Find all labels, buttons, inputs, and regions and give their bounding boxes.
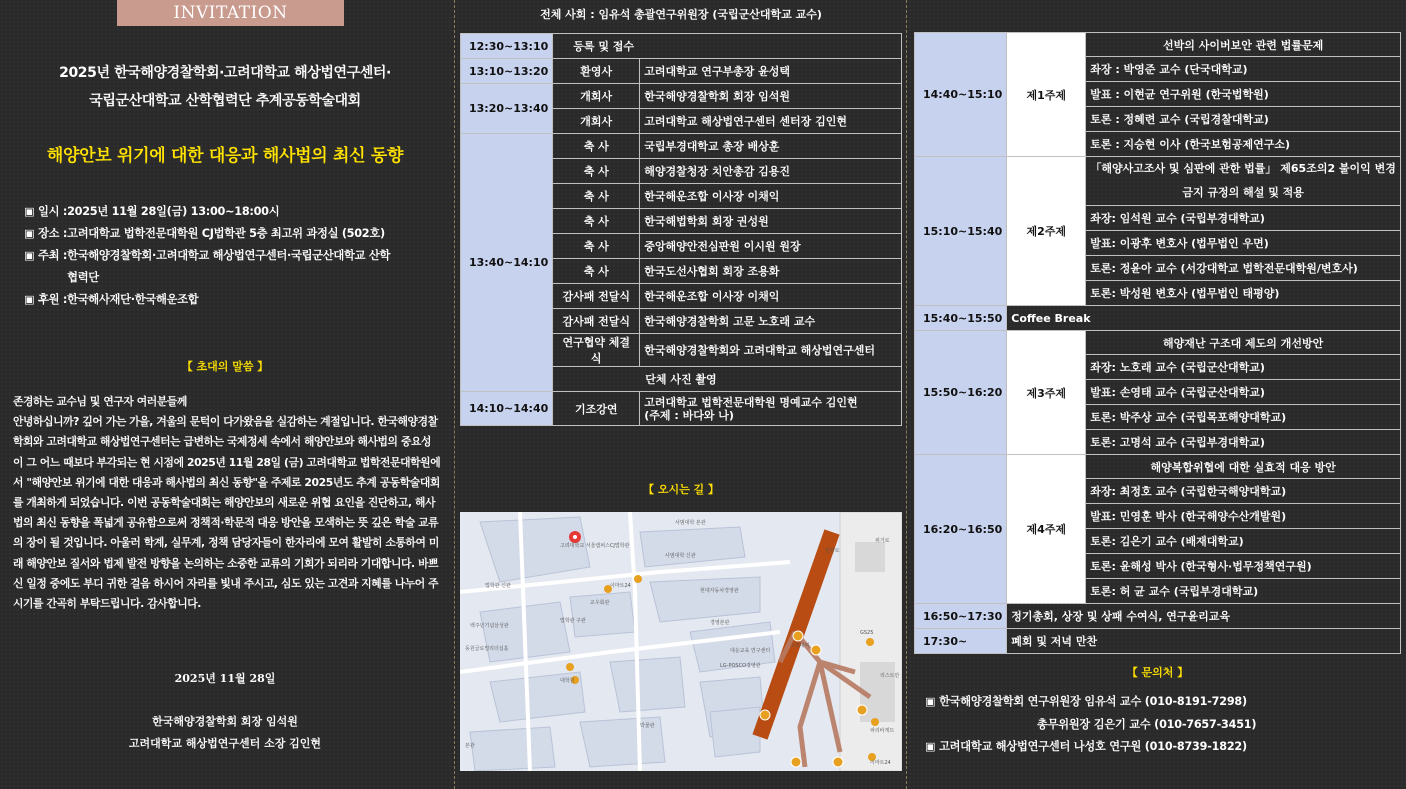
role-cell: 축 사	[553, 159, 640, 184]
map-label: 동원글로벌리더십홀	[465, 646, 509, 652]
role-cell: 개회사	[553, 84, 640, 109]
host-line: 전체 사회 : 임유석 총괄연구위원장 (국립군산대학교 교수)	[540, 8, 822, 21]
detail-cell	[640, 209, 902, 234]
program-row	[461, 392, 902, 426]
program-row	[461, 134, 902, 159]
bullet-icon: ▣	[24, 293, 35, 306]
info-value: 한국해사재단·한국해운조합	[67, 293, 199, 306]
detail-cell	[640, 392, 902, 426]
map-drawing	[460, 512, 902, 771]
divider-right	[906, 0, 907, 789]
greeting-heading: 【 초대의 말씀 】	[181, 360, 269, 373]
invitation-banner: INVITATION	[117, 0, 344, 26]
session-time: 16:20~16:50	[915, 455, 1007, 604]
info-value: 2025년 11월 28일(금) 13:00~18:00시	[67, 205, 280, 218]
map-label: 고려대역	[790, 643, 810, 649]
role-cell: 연구협약 체결식	[553, 334, 640, 367]
time-cell: 13:10~13:20	[461, 59, 553, 84]
session-row	[915, 455, 1401, 479]
signature-director: 고려대학교 해상법연구센터 소장 김인현	[128, 737, 322, 750]
coffee-label: Coffee Break	[1007, 306, 1401, 331]
info-value: 한국해양경찰학회·고려대학교 해상법연구센터·국립군산대학교 산학협력단	[67, 249, 391, 284]
map-label: 이마트24	[610, 583, 631, 589]
session-title: 선박의 사이버보안 관련 법률문제	[1086, 33, 1401, 57]
map-label: 파리바게뜨	[870, 728, 895, 734]
closing-time: 17:30~	[915, 629, 1007, 654]
session-name: 제1주제	[1007, 33, 1086, 157]
session-line: 좌장 : 박영준 교수 (단국대학교)	[1086, 57, 1401, 82]
detail-cell	[640, 59, 902, 84]
detail-text: 한국해양경찰학회 회장 임석원	[644, 89, 791, 103]
detail-cell	[640, 134, 902, 159]
detail-cell	[640, 159, 902, 184]
session-line: 좌장: 노호래 교수 (국립군산대학교)	[1086, 355, 1401, 380]
session-name: 제4주제	[1007, 455, 1086, 604]
info-item	[24, 201, 397, 223]
program-table-part1	[460, 33, 902, 426]
map-label: LG-POSCO경영관	[720, 663, 761, 669]
detail-text: 한국해운조합 이사장 이채익	[644, 189, 780, 203]
session-time: 15:50~16:20	[915, 331, 1007, 455]
detail-text: 한국해양경찰학회와 고려대학교 해상법연구센터	[644, 343, 876, 357]
closing-row	[915, 604, 1401, 629]
role-cell: 축 사	[553, 209, 640, 234]
map-label: 고려대학교 서울캠퍼스CJ법학관	[560, 543, 630, 549]
contacts	[925, 691, 1256, 759]
detail-cell	[640, 84, 902, 109]
contact-heading: 【 문의처 】	[1126, 666, 1189, 679]
detail-text: 국립부경대학교 총장 배상훈	[644, 139, 780, 153]
session-line: 발표 : 이현균 연구위원 (한국법학원)	[1086, 82, 1401, 107]
detail-text: 한국해법학회 회장 권성원	[644, 214, 769, 228]
session-title: 해양복합위협에 대한 실효적 대응 방안	[1086, 455, 1401, 479]
program-row	[461, 34, 902, 59]
session-line: 토론 : 정혜련 교수 (국립경찰대학교)	[1086, 107, 1401, 132]
detail-cell	[640, 109, 902, 134]
detail-cell	[640, 259, 902, 284]
role-cell: 축 사	[553, 134, 640, 159]
map-label: 사범대학 신관	[665, 553, 696, 559]
conference-title-line1: 2025년 한국해양경찰학회·고려대학교 해상법연구센터·	[59, 65, 391, 81]
program-item: 등록 및 접수	[553, 34, 902, 59]
contact-3: ▣ 고려대학교 해상법연구센터 나성호 연구원 (010-8739-1822)	[925, 740, 1247, 753]
session-line: 발표: 손영태 교수 (국립군산대학교)	[1086, 380, 1401, 405]
letter-body: 안녕하십니까? 깊어 가는 가을, 겨울의 문턱이 다가왔음을 실감하는 계절입니다. 한국해양경찰학회와 고려대학교 해상법연구센터는 급변하는 국제정세 속에서 해양안보와 해사법의 중요성이 그 어느 때보다 부각되는 현 시점에 2025년 11월 28일 (금) 고려대학교 법학전문대학원에서 "해양안보 위기에 대한 대응과 해사법의 최신 동향"을 주제로 2025년도 추계 공동학술대회를 개최하게 되었습니다. 이번 공동학술대회는 해양안보의 새로운 위협 요인을 진단하고, 해사법의 최신 동향을 폭넓게 공유함으로써 정책적·학문적 대응 방안을 모색하는 뜻 깊은 학술 교류의 장이 될 것입니다. 아울러 학계, 실무계, 정책 담당자들이 한자리에 모여 활발히 소통하여 미래 해양안보 질서와 법제 발전 방향을 논의하는 소중한 교류의 기회가 되리라 기대합니다. 바쁘신 일정 중에도 부디 귀한 걸음 하시어 자리를 빛내 주시고, 심도 있는 고견과 지혜를 나누어 주시기를 간곡히 부탁드립니다. 감사합니다.	[13, 415, 441, 611]
info-value: 고려대학교 법학전문대학원 CJ법학관 5층 최고위 과정실 (502호)	[67, 227, 385, 240]
program-row	[461, 84, 902, 109]
map-label: 법학관 구관	[560, 618, 586, 624]
time-cell: 12:30~13:10	[461, 34, 553, 59]
contact-2: 총무위원장 김은기 교수 (010-7657-3451)	[1037, 717, 1257, 731]
bullet-icon: ▣	[24, 249, 35, 262]
session-time: 14:40~15:10	[915, 33, 1007, 157]
conference-subject: 해양안보 위기에 대한 대응과 해사법의 최신 동향	[46, 146, 404, 166]
detail-text: 고려대학교 연구부총장 윤성택	[644, 64, 791, 78]
time-cell: 13:40~14:10	[461, 134, 553, 392]
map-label: 백주년기념삼성관	[470, 623, 509, 629]
coffee-row	[915, 306, 1401, 331]
detail-text: 고려대학교 법학전문대학원 명예교수 김인현	[644, 395, 858, 409]
session-line: 토론: 박주상 교수 (국립목포해양대학교)	[1086, 405, 1401, 430]
session-line: 토론: 고명석 교수 (국립부경대학교)	[1086, 430, 1401, 455]
info-item	[24, 245, 397, 289]
map-label: 교우회관	[590, 600, 610, 606]
detail-text: 한국도선사협회 회장 조용화	[644, 264, 780, 278]
closing-row	[915, 629, 1401, 654]
role-cell: 개회사	[553, 109, 640, 134]
time-cell: 14:10~14:40	[461, 392, 553, 426]
map-label: 본관	[465, 743, 475, 749]
letter-date: 2025년 11월 28일	[174, 672, 276, 685]
map-label: 이마트24	[870, 760, 891, 766]
letter-salutation: 존경하는 교수님 및 연구자 여러분들께	[13, 395, 187, 408]
conference-title-line2: 국립군산대학교 산학협력단 추계공동학술대회	[89, 93, 361, 109]
info-label: 장소 :	[38, 227, 68, 240]
map-label: 현대자동차경영관	[700, 588, 739, 594]
map-label: 경영본관	[710, 620, 730, 626]
coffee-time: 15:40~15:50	[915, 306, 1007, 331]
role-cell: 축 사	[553, 259, 640, 284]
session-row	[915, 157, 1401, 206]
session-line: 좌장: 최정호 교수 (국립한국해양대학교)	[1086, 479, 1401, 504]
map-label: 법학관 신관	[485, 583, 511, 589]
info-label: 주최 :	[38, 249, 68, 262]
closing-label: 폐회 및 저녁 만찬	[1007, 629, 1401, 654]
map-label: 위기로	[875, 538, 890, 544]
session-line: 토론: 정윤아 교수 (서강대학교 법학전문대학원/변호사)	[1086, 256, 1401, 281]
info-item	[24, 289, 397, 311]
bullet-icon: ▣	[24, 227, 35, 240]
map-label: GS25	[860, 630, 874, 636]
role-cell: 기조강연	[553, 392, 640, 426]
session-name: 제2주제	[1007, 157, 1086, 306]
detail-cell	[640, 309, 902, 334]
session-row	[915, 33, 1401, 57]
signature-president: 한국해양경찰학회 회장 임석원	[152, 715, 298, 728]
info-label: 일시 :	[38, 205, 68, 218]
detail-cell	[640, 184, 902, 209]
info-item	[24, 223, 397, 245]
map-label: 리스트만	[880, 673, 900, 679]
session-line: 좌장: 임석원 교수 (국립부경대학교)	[1086, 206, 1401, 231]
detail-text: 해양경찰청장 치안총감 김용진	[644, 164, 791, 178]
program-row	[461, 59, 902, 84]
campus-map[interactable]	[460, 512, 902, 771]
session-line: 발표: 민영훈 박사 (한국해양수산개발원)	[1086, 504, 1401, 529]
session-time: 15:10~15:40	[915, 157, 1007, 306]
session-row	[915, 331, 1401, 355]
role-cell: 환영사	[553, 59, 640, 84]
session-line: 토론: 허 균 교수 (국립부경대학교)	[1086, 579, 1401, 604]
program-table-part2	[914, 32, 1401, 654]
detail-subtext: (주제 : 바다와 나)	[644, 408, 734, 422]
session-title: 해양재난 구조대 제도의 개선방안	[1086, 331, 1401, 355]
map-label: 대학원	[560, 678, 575, 684]
role-cell: 축 사	[553, 184, 640, 209]
role-cell: 감사패 전달식	[553, 309, 640, 334]
detail-cell	[640, 284, 902, 309]
map-label: 사범대학 본관	[675, 520, 706, 526]
role-cell: 축 사	[553, 234, 640, 259]
map-label: 박물관	[640, 723, 655, 729]
session-line: 토론: 김은기 교수 (배재대학교)	[1086, 529, 1401, 554]
program-item: 단체 사진 촬영	[553, 367, 902, 392]
session-line: 토론: 윤해성 박사 (한국형사·법무정책연구원)	[1086, 554, 1401, 579]
session-line: 토론 : 지승현 이사 (한국보험공제연구소)	[1086, 132, 1401, 157]
closing-label: 정기총회, 상장 및 상패 수여식, 연구윤리교육	[1007, 604, 1401, 629]
session-line: 토론: 박성원 변호사 (법무법인 태평양)	[1086, 281, 1401, 306]
info-label: 후원 :	[38, 293, 68, 306]
invitation-letter	[13, 392, 441, 614]
contact-1: ▣ 한국해양경찰학회 연구위원장 임유석 교수 (010-8191-7298)	[925, 695, 1247, 708]
bullet-icon: ▣	[24, 205, 35, 218]
map-label: 대운교육 연구센터	[730, 648, 771, 654]
detail-cell	[640, 234, 902, 259]
detail-text: 한국해운조합 이사장 이채익	[644, 289, 780, 303]
time-cell: 13:20~13:40	[461, 84, 553, 134]
session-line: 발표: 이광후 변호사 (법무법인 우면)	[1086, 231, 1401, 256]
detail-text: 고려대학교 해상법연구센터 센터장 김인현	[644, 114, 848, 128]
closing-time: 16:50~17:30	[915, 604, 1007, 629]
detail-text: 중앙해양안전심판원 이시원 원장	[644, 239, 801, 253]
directions-heading: 【 오시는 길 】	[643, 483, 719, 496]
detail-cell	[640, 334, 902, 367]
session-name: 제3주제	[1007, 331, 1086, 455]
divider-left	[454, 0, 455, 789]
event-info	[24, 201, 397, 311]
session-title: 「해양사고조사 및 심판에 관한 법률」 제65조의2 불이익 변경 금지 규정의 해설 및 적용	[1086, 157, 1401, 206]
role-cell: 감사패 전달식	[553, 284, 640, 309]
map-label: 안암로	[825, 548, 840, 554]
detail-text: 한국해양경찰학회 고문 노호래 교수	[644, 314, 816, 328]
